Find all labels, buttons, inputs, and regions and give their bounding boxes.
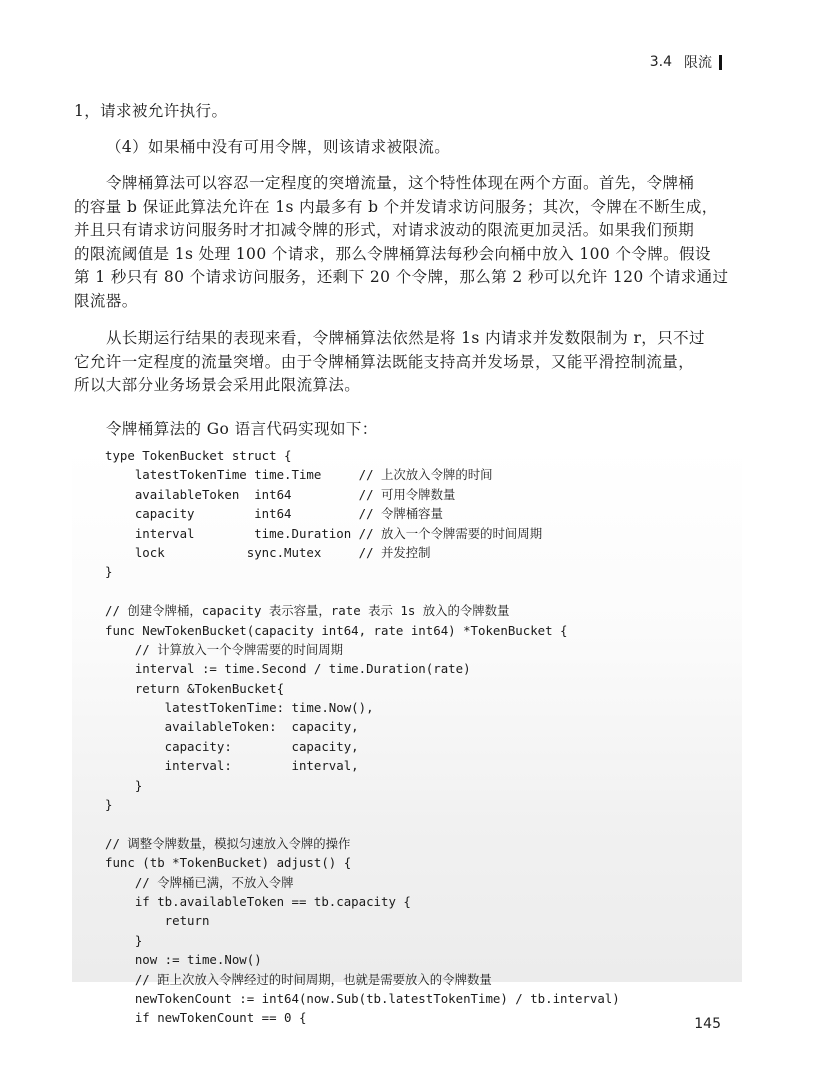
text-line: 第 1 秒只有 80 个请求访问服务，还剩下 20 个令牌，那么第 2 秒可以允许 120 个请求通过	[74, 268, 729, 286]
code-line: interval time.Duration // 放入一个令牌需要的时间周期	[105, 525, 543, 541]
paragraph-1	[74, 100, 726, 124]
running-header	[650, 52, 722, 72]
code-line: newTokenCount := int64(now.Sub(tb.latestTokenTime) / tb.interval)	[105, 990, 620, 1006]
page-number: 145	[694, 1016, 721, 1032]
text-line: 它允许一定程度的流量突增。由于令牌桶算法既能支持高并发场景，又能平滑控制流量，	[74, 352, 695, 371]
code-line: interval := time.Second / time.Duration(rate)	[105, 661, 471, 677]
text-line: 并且只有请求访问服务时才扣减令牌的形式，对请求波动的限流更加灵活。如果我们预期	[74, 221, 695, 239]
code-line	[105, 582, 742, 601]
code-line: availableToken: capacity,	[105, 719, 359, 735]
code-line: return	[105, 913, 210, 929]
code-line: }	[105, 564, 113, 580]
code-line: if newTokenCount == 0 {	[105, 1010, 307, 1026]
code-line: // 距上次放入令牌经过的时间周期，也就是需要放入的令牌数量	[105, 971, 492, 987]
code-line: }	[105, 777, 143, 793]
code-line: type TokenBucket struct {	[105, 448, 292, 463]
code-line: }	[105, 932, 143, 948]
paragraph-3	[74, 172, 729, 313]
paragraph-5	[74, 418, 726, 442]
code-line: return &TokenBucket{	[105, 680, 285, 696]
code-line: }	[105, 797, 113, 813]
code-line: capacity: capacity,	[105, 738, 359, 754]
section-title: 限流	[684, 55, 712, 71]
header-bar-mark	[719, 55, 722, 70]
text-line: 所以大部分业务场景会采用此限流算法。	[74, 376, 361, 394]
code-line: // 调整令牌数量，模拟匀速放入令牌的操作	[105, 835, 351, 851]
code-line	[105, 814, 742, 833]
code-line: capacity int64 // 令牌桶容量	[105, 506, 443, 522]
code-line: interval: interval,	[105, 758, 359, 774]
code-line: now := time.Now()	[105, 952, 262, 968]
code-line: // 令牌桶已满，不放入令牌	[105, 874, 294, 890]
text-line: 从长期运行结果的表现来看，令牌桶算法依然是将 1s 内请求并发数限制为 r，只不过	[106, 329, 705, 347]
text-line: 1，请求被允许执行。	[74, 102, 228, 120]
code-line: // 计算放入一个令牌需要的时间周期	[105, 641, 344, 657]
paragraph-2	[74, 136, 726, 160]
text-line: 的容量 b 保证此算法允许在 1s 内最多有 b 个并发请求访问服务；其次，令牌在不断生成，	[74, 197, 718, 216]
code-line: if tb.availableToken == tb.capacity {	[105, 893, 411, 909]
text-line: 的限流阈值是 1s 处理 100 个请求，那么令牌桶算法每秒会向桶中放入 100 个令牌。假设	[74, 244, 711, 263]
section-number: 3.4	[649, 54, 672, 70]
text-line: （4）如果桶中没有可用令牌，则该请求被限流。	[106, 138, 451, 156]
code-line: func (tb *TokenBucket) adjust() {	[105, 855, 352, 871]
code-line: availableToken int64 // 可用令牌数量	[105, 486, 456, 502]
code-line: func NewTokenBucket(capacity int64, rate int64) *TokenBucket {	[105, 622, 568, 638]
text-line: 限流器。	[74, 291, 138, 310]
text-line: 令牌桶算法的 Go 语言代码实现如下：	[106, 420, 378, 438]
paragraph-4	[74, 327, 726, 398]
code-line: latestTokenTime time.Time // 上次放入令牌的时间	[105, 467, 493, 483]
text-line: 令牌桶算法可以容忍一定程度的突增流量，这个特性体现在两个方面。首先，令牌桶	[106, 174, 695, 192]
code-line: latestTokenTime: time.Now(),	[105, 700, 374, 716]
code-line: // 创建令牌桶，capacity 表示容量，rate 表示 1s 放入的令牌数量	[105, 603, 510, 619]
code-line: lock sync.Mutex // 并发控制	[105, 544, 431, 560]
